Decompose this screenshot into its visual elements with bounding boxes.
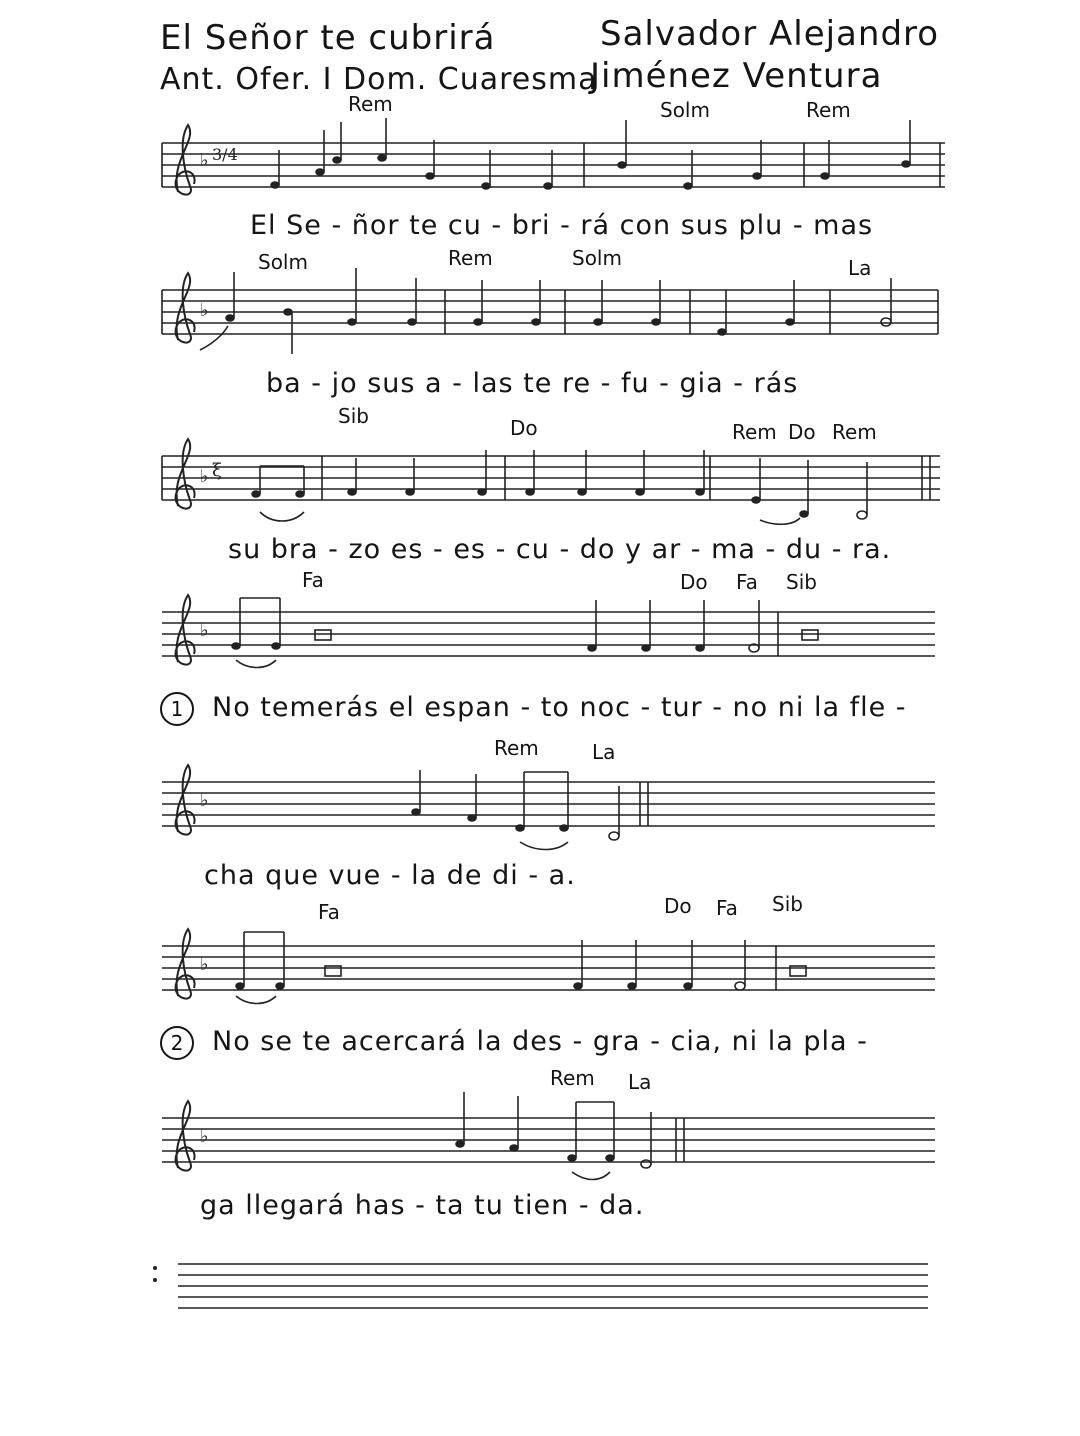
composer-name-line2: Jiménez Ventura — [590, 56, 883, 96]
verse-number-1: 1 — [160, 692, 194, 726]
chord-label: Solm — [660, 98, 710, 122]
treble-clef-icon — [176, 1101, 195, 1171]
chord-label: Fa — [302, 568, 324, 592]
treble-clef-icon — [176, 439, 195, 509]
chord-label: Rem — [832, 420, 877, 444]
note-group — [236, 932, 806, 990]
chord-label: Do — [510, 416, 538, 440]
chord-label: Do — [664, 894, 692, 918]
lyrics-line: ga llegará has - ta tu tien - da. — [200, 1190, 645, 1221]
lyrics-line: su bra - zo es - es - cu - do y ar - ma - du - ra. — [228, 534, 892, 565]
chord-label: Sib — [786, 570, 817, 594]
note-group — [232, 598, 818, 652]
slur — [520, 842, 568, 850]
flat-icon: ♭ — [200, 954, 209, 975]
treble-clef-icon — [176, 929, 195, 999]
repeat-dots — [153, 1266, 157, 1282]
staff-3 — [162, 456, 940, 500]
staff-7 — [162, 1118, 935, 1162]
chord-label: La — [592, 740, 616, 764]
slur — [260, 512, 304, 521]
note-group — [226, 268, 891, 354]
chord-label: Fa — [716, 896, 738, 920]
slur — [760, 518, 800, 524]
slur — [572, 1172, 610, 1180]
lyrics-line: No temerás el espan - to noc - tur - no ni la fle - — [212, 692, 907, 723]
flat-icon: ♭ — [200, 1126, 209, 1147]
chord-label: Rem — [806, 98, 851, 122]
lyrics-line: cha que vue - la de di - a. — [204, 860, 576, 891]
chord-label: Rem — [494, 736, 539, 760]
flat-icon: ♭ — [200, 150, 209, 171]
chord-label: La — [848, 256, 872, 280]
chord-label: La — [628, 1070, 652, 1094]
staff-5 — [162, 782, 935, 826]
liturgical-subtitle: Ant. Ofer. I Dom. Cuaresma — [160, 62, 598, 97]
chord-label: Rem — [348, 92, 393, 116]
note-group — [252, 450, 867, 519]
lyrics-line: El Se - ñor te cu - bri - rá con sus plu - mas — [250, 210, 874, 241]
verse-number-2: 2 — [160, 1026, 194, 1060]
flat-icon: ♭ — [200, 620, 209, 641]
lyrics-line: No se te acercará la des - gra - cia, ni la pla - — [212, 1026, 868, 1057]
chord-label: Do — [680, 570, 708, 594]
staff-8 — [178, 1264, 928, 1308]
slur — [200, 326, 228, 350]
chord-label: Rem — [550, 1066, 595, 1090]
chord-label: Solm — [572, 246, 622, 270]
lyrics-line: ba - jo sus a - las te re - fu - gia - rás — [266, 368, 799, 399]
chord-label: Sib — [772, 892, 803, 916]
slur — [236, 660, 276, 668]
staff-2 — [162, 290, 938, 334]
note-group — [412, 770, 619, 840]
note-group — [456, 1092, 651, 1168]
treble-clef-icon — [176, 595, 195, 665]
chord-label: Sib — [338, 404, 369, 428]
chord-label: Do — [788, 420, 816, 444]
chord-label: Rem — [732, 420, 777, 444]
chord-label: Fa — [318, 900, 340, 924]
chord-label: Solm — [258, 250, 308, 274]
flat-icon: ♭ — [200, 466, 209, 487]
treble-clef-icon — [176, 125, 195, 195]
treble-clef-icon — [176, 273, 195, 343]
treble-clef-icon — [176, 765, 195, 835]
slur — [236, 996, 276, 1004]
song-title: El Señor te cubrirá — [160, 18, 496, 58]
flat-icon: ♭ — [200, 790, 209, 811]
composer-name-line1: Salvador Alejandro — [600, 14, 940, 54]
chord-label: Rem — [448, 246, 493, 270]
flat-icon: ♭ — [200, 300, 209, 321]
breath-mark-icon: ξ — [212, 460, 222, 481]
chord-label: Fa — [736, 570, 758, 594]
time-signature: 3/4 — [212, 145, 238, 164]
